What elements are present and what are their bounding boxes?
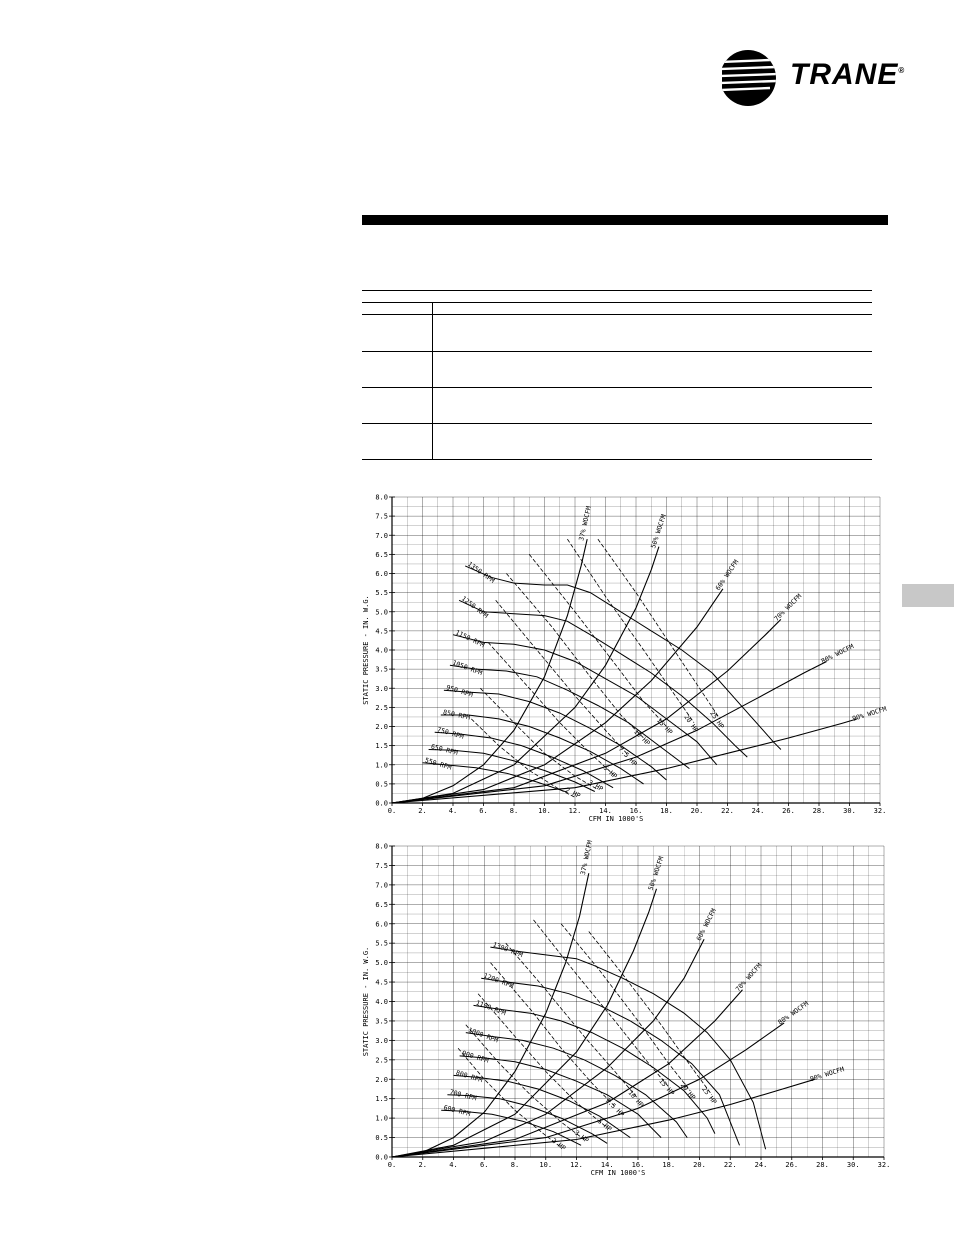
x-tick-label: 4. — [449, 1161, 458, 1169]
x-tick-label: 26. — [785, 1161, 799, 1169]
x-tick-label: 2. — [418, 807, 427, 815]
wocfm-line-label: 80% WOCFM — [776, 999, 810, 1027]
wocfm-line-label: 50% WOCFM — [646, 855, 666, 892]
rpm-curve-label: 600 RPM — [442, 1103, 472, 1119]
x-tick-label: 32. — [877, 1161, 891, 1169]
x-tick-label: 12. — [568, 807, 582, 815]
wocfm-line-label: 70% WOCFM — [772, 592, 804, 623]
x-axis-label: CFM IN 1000'S — [588, 815, 644, 823]
rpm-curve-label: 1050 RPM — [451, 658, 484, 678]
y-tick-label: 8.0 — [375, 493, 388, 502]
x-tick-label: 20. — [693, 1161, 706, 1169]
wocfm-line-label: 50% WOCFM — [649, 513, 668, 550]
hp-line — [496, 600, 629, 755]
x-tick-label: 24. — [751, 807, 765, 815]
y-tick-label: 5.0 — [375, 959, 388, 968]
y-tick-label: 3.0 — [375, 684, 388, 693]
y-tick-label: 6.0 — [375, 570, 388, 578]
y-tick-label: 8.0 — [375, 842, 388, 851]
x-tick-label: 30. — [843, 807, 856, 815]
hp-line — [488, 642, 613, 774]
y-tick-label: 0.0 — [375, 799, 388, 808]
y-tick-label: 4.5 — [375, 627, 388, 636]
x-tick-label: 2. — [418, 1161, 427, 1169]
x-tick-label: 30. — [846, 1161, 860, 1169]
hp-line-label: 10 HP — [626, 1088, 646, 1109]
wocfm-line-label: 90% WOCFM — [851, 704, 888, 723]
y-tick-label: 4.0 — [375, 646, 388, 655]
hp-line — [534, 920, 669, 1087]
hp-line-label: 3 HP — [572, 1128, 591, 1145]
y-tick-label: 5.0 — [375, 608, 388, 617]
hp-line-label: 2 HP — [549, 1136, 568, 1153]
hp-line-label: 5 HP — [595, 1117, 614, 1134]
hp-line-label: 15 HP — [657, 1077, 676, 1098]
hp-line-label: 20 HP — [678, 1081, 698, 1102]
x-tick-label: 0. — [387, 1161, 397, 1169]
chart-1 — [362, 494, 888, 824]
y-tick-label: 3.5 — [375, 1017, 388, 1026]
rpm-curve-label: 1250 RPM — [459, 594, 490, 620]
wocfm-line-label: 70% WOCFM — [734, 961, 764, 994]
wocfm-line-label: 60% WOCFM — [694, 907, 718, 943]
hp-line-label: 5 HP — [601, 763, 619, 781]
brand-name: TRANE® — [790, 58, 906, 91]
x-tick-label: 22. — [721, 807, 734, 815]
x-tick-label: 6. — [480, 1161, 489, 1169]
x-tick-label: 24. — [754, 1161, 768, 1169]
x-tick-label: 0. — [387, 807, 397, 815]
rpm-curve-label: 650 RPM — [430, 742, 459, 757]
y-tick-label: 7.0 — [375, 881, 388, 890]
rpm-curve-label: 750 RPM — [436, 725, 465, 741]
y-tick-label: 0.5 — [375, 1134, 388, 1143]
wocfm-line — [392, 990, 743, 1157]
wocfm-line-label: 60% WOCFM — [713, 558, 741, 592]
x-tick-label: 28. — [816, 1161, 829, 1169]
chart-2 — [362, 839, 890, 1177]
x-tick-label: 10. — [538, 807, 551, 815]
y-tick-label: 5.5 — [375, 589, 388, 598]
rpm-curve-label: 550 RPM — [423, 756, 453, 772]
x-tick-label: 26. — [782, 807, 795, 815]
wocfm-line-label: 37% WOCFM — [578, 839, 595, 876]
y-tick-label: 3.0 — [375, 1036, 388, 1045]
wocfm-line-label: 80% WOCFM — [819, 642, 856, 666]
x-tick-label: 6. — [479, 807, 488, 815]
y-tick-label: 4.5 — [375, 978, 388, 987]
x-tick-label: 16. — [629, 807, 643, 815]
y-tick-label: 7.5 — [375, 861, 388, 870]
rpm-curve-label: 1350 RPM — [466, 559, 497, 585]
x-tick-label: 28. — [812, 807, 826, 815]
x-tick-label: 10. — [539, 1161, 553, 1169]
x-tick-label: 16. — [631, 1161, 645, 1169]
rpm-curve-label: 850 RPM — [442, 708, 471, 722]
hp-line-label: 15 HP — [655, 716, 675, 737]
y-axis-label: STATIC PRESSURE - IN. W.G. — [362, 946, 370, 1057]
hp-line-label: 2 HP — [564, 785, 582, 801]
y-tick-label: 1.0 — [375, 1114, 388, 1123]
y-tick-label: 2.5 — [375, 703, 388, 712]
rpm-curve-label: 800 RPM — [454, 1068, 484, 1085]
x-tick-label: 4. — [448, 807, 458, 815]
hp-line — [561, 924, 690, 1091]
x-axis-label: CFM IN 1000'S — [590, 1169, 646, 1177]
hp-line-label: 25 HP — [700, 1085, 719, 1106]
hp-line-label: 10 HP — [632, 727, 652, 748]
y-tick-label: 6.0 — [375, 920, 388, 929]
rpm-curve-label: 900 RPM — [461, 1049, 490, 1065]
y-tick-label: 0.0 — [375, 1153, 388, 1162]
y-tick-label: 6.5 — [375, 550, 388, 559]
rpm-curve-label: 1200 RPM — [482, 971, 515, 991]
rpm-curve-label: 1000 RPM — [467, 1025, 500, 1045]
x-tick-label: 18. — [662, 1161, 676, 1169]
y-tick-label: 6.5 — [375, 900, 388, 909]
x-tick-label: 14. — [599, 807, 612, 815]
y-tick-label: 4.0 — [375, 998, 388, 1006]
hp-line-label: 7.5 HP — [616, 745, 639, 768]
y-tick-label: 7.0 — [375, 531, 388, 540]
y-tick-label: 1.5 — [375, 1095, 388, 1104]
hp-line-label: 7.5 HP — [603, 1096, 626, 1119]
rpm-curve-label: 950 RPM — [445, 683, 474, 699]
x-tick-label: 8. — [509, 807, 519, 815]
y-tick-label: 1.5 — [375, 742, 388, 751]
wocfm-line-label: 37% WOCFM — [577, 505, 593, 542]
y-tick-label: 2.5 — [375, 1056, 388, 1065]
y-tick-label: 0.5 — [375, 780, 388, 789]
x-tick-label: 14. — [600, 1161, 614, 1169]
x-tick-label: 22. — [723, 1161, 737, 1169]
y-tick-label: 1.0 — [375, 761, 388, 770]
hp-line — [471, 719, 575, 797]
y-tick-label: 2.0 — [375, 723, 388, 731]
rpm-curve-label: 700 RPM — [448, 1087, 478, 1103]
x-tick-label: 32. — [873, 807, 887, 815]
rpm-curve-label: 1100 RPM — [474, 998, 507, 1018]
x-tick-label: 20. — [690, 807, 704, 815]
rpm-curve-label: 1150 RPM — [454, 628, 486, 650]
x-tick-label: 12. — [570, 1161, 583, 1169]
x-tick-label: 18. — [660, 807, 673, 815]
wocfm-line-label: 90% WOCFM — [809, 1065, 846, 1084]
x-tick-label: 8. — [510, 1161, 520, 1169]
rpm-curve-label: 1300 RPM — [491, 940, 524, 960]
y-axis-label: STATIC PRESSURE - IN. W.G. — [362, 595, 370, 705]
y-tick-label: 3.5 — [375, 665, 388, 674]
hp-line-label: 3 HP — [586, 778, 605, 794]
y-tick-label: 7.5 — [375, 512, 388, 521]
hp-line-label: 25 HP — [708, 709, 726, 731]
rpm-curve — [490, 947, 765, 1149]
y-tick-label: 5.5 — [375, 939, 388, 948]
y-tick-label: 2.0 — [375, 1075, 388, 1084]
hp-line-label: 20 HP — [682, 713, 701, 734]
